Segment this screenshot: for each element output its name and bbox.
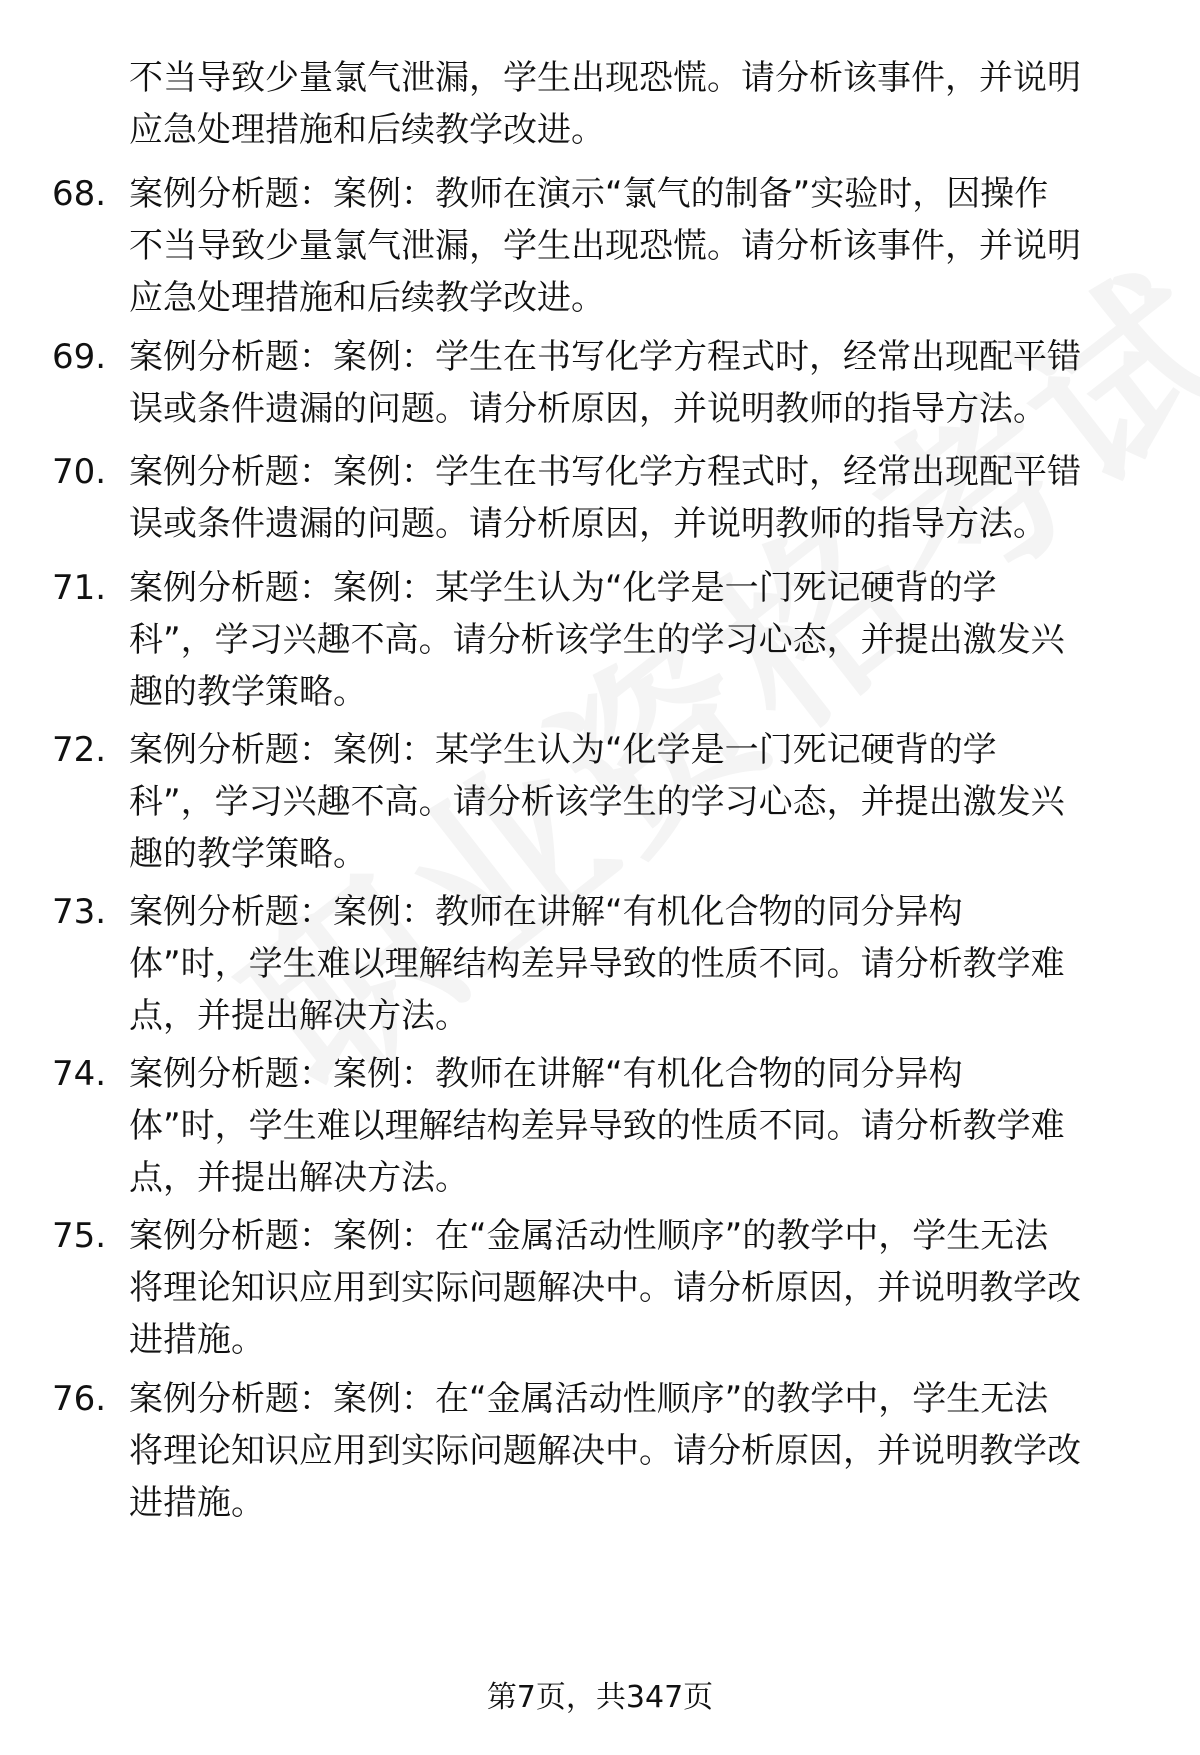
page-footer xyxy=(0,1676,1200,1720)
question-line: 案例分析题：案例：某学生认为“化学是一门死记硬背的学 xyxy=(129,730,997,770)
question-line: 误或条件遗漏的问题。请分析原因，并说明教师的指导方法。 xyxy=(129,389,1047,429)
question-number: 71. xyxy=(52,568,107,608)
question-line: 案例分析题：案例：某学生认为“化学是一门死记硬背的学 xyxy=(129,568,997,608)
question-line: 科”，学习兴趣不高。请分析该学生的学习心态，并提出激发兴 xyxy=(129,620,1065,660)
question-text xyxy=(129,1210,1149,1366)
question-line: 科”，学习兴趣不高。请分析该学生的学习心态，并提出激发兴 xyxy=(129,782,1065,822)
question-line: 趣的教学策略。 xyxy=(129,672,367,712)
question-number: 72. xyxy=(52,730,107,770)
question-number: 68. xyxy=(52,174,107,214)
question-text xyxy=(129,1373,1149,1529)
question-number: 74. xyxy=(52,1054,107,1094)
question-line: 进措施。 xyxy=(129,1483,265,1523)
question-line: 趣的教学策略。 xyxy=(129,834,367,874)
question-text xyxy=(129,331,1149,435)
question-number: 73. xyxy=(52,892,107,932)
question-text xyxy=(129,724,1149,880)
question-line: 案例分析题：案例：学生在书写化学方程式时，经常出现配平错 xyxy=(129,337,1081,377)
question-text xyxy=(129,1048,1149,1204)
question-line: 应急处理措施和后续教学改进。 xyxy=(129,278,605,318)
question-text xyxy=(129,886,1149,1042)
question-line: 体”时，学生难以理解结构差异导致的性质不同。请分析教学难 xyxy=(129,1106,1065,1146)
question-line: 案例分析题：案例：教师在讲解“有机化合物的同分异构 xyxy=(129,892,963,932)
question-line: 案例分析题：案例：在“金属活动性顺序”的教学中，学生无法 xyxy=(129,1216,1049,1256)
question-text xyxy=(129,562,1149,718)
question-line: 案例分析题：案例：学生在书写化学方程式时，经常出现配平错 xyxy=(129,452,1081,492)
continuation-paragraph xyxy=(129,52,1149,156)
question-line: 不当导致少量氯气泄漏，学生出现恐慌。请分析该事件，并说明 xyxy=(129,226,1081,266)
question-line: 案例分析题：案例：在“金属活动性顺序”的教学中，学生无法 xyxy=(129,1379,1049,1419)
question-number: 75. xyxy=(52,1216,107,1256)
question-number: 76. xyxy=(52,1379,107,1419)
question-line: 案例分析题：案例：教师在讲解“有机化合物的同分异构 xyxy=(129,1054,963,1094)
continuation-line: 不当导致少量氯气泄漏，学生出现恐慌。请分析该事件，并说明 xyxy=(129,58,1081,98)
question-number: 69. xyxy=(52,337,107,377)
question-line: 将理论知识应用到实际问题解决中。请分析原因，并说明教学改 xyxy=(129,1431,1081,1471)
page-number-label: 第7页，共347页 xyxy=(486,1680,714,1715)
continuation-line: 应急处理措施和后续教学改进。 xyxy=(129,110,605,150)
question-line: 误或条件遗漏的问题。请分析原因，并说明教师的指导方法。 xyxy=(129,504,1047,544)
question-text xyxy=(129,446,1149,550)
question-number: 70. xyxy=(52,452,107,492)
question-line: 进措施。 xyxy=(129,1320,265,1360)
question-line: 体”时，学生难以理解结构差异导致的性质不同。请分析教学难 xyxy=(129,944,1065,984)
question-line: 将理论知识应用到实际问题解决中。请分析原因，并说明教学改 xyxy=(129,1268,1081,1308)
question-line: 点，并提出解决方法。 xyxy=(129,996,469,1036)
question-line: 点，并提出解决方法。 xyxy=(129,1158,469,1198)
question-text xyxy=(129,168,1149,324)
question-line: 案例分析题：案例：教师在演示“氯气的制备”实验时，因操作 xyxy=(129,174,1049,214)
